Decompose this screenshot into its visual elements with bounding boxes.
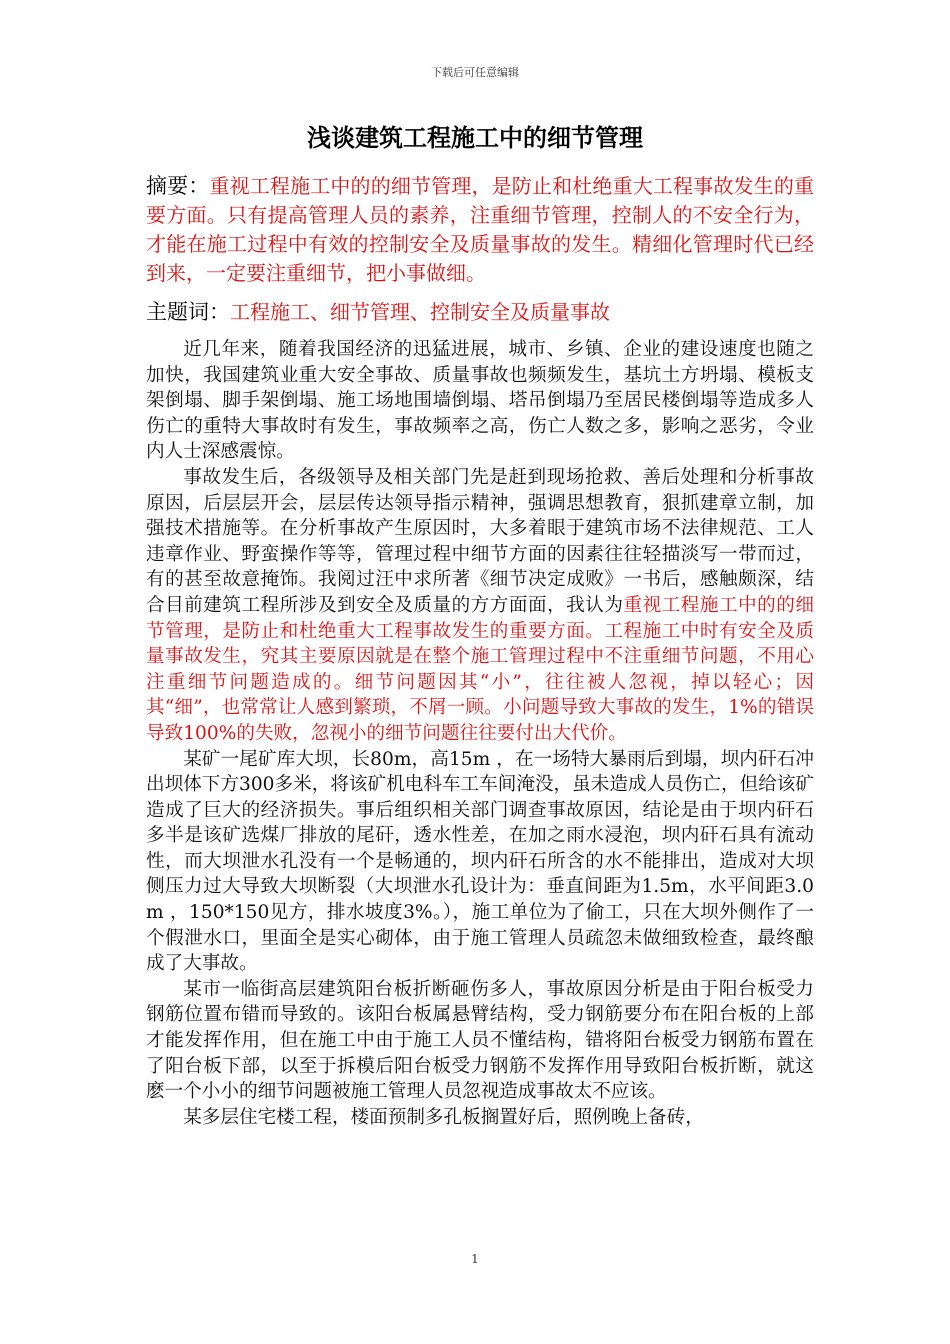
keywords-label: 主题词： — [146, 300, 230, 324]
paragraph-2 — [146, 465, 814, 747]
abstract-label: 摘要： — [146, 174, 210, 198]
paragraph-1: 近几年来，随着我国经济的迅猛进展，城市、乡镇、企业的建设速度也随之加快，我国建筑业重大安全事故、质量事故也频频发生，基坑土方坍塌、模板支架倒塌、脚手架倒塌、施工场地围墙倒塌、塔吊倒塌乃至居民楼倒塌等造成多人伤亡的重特大事故时有发生，事故频率之高，伤亡人数之多，影响之恶劣，令业内人士深感震惊。 — [146, 339, 814, 463]
paragraph-2-highlight: 重视工程施工中的的细节管理，是防止和杜绝重大工程事故发生的重要方面。工程施工中时有安全及质量事故发生，究其主要原因就是在整个施工管理过程中不注重细节问题，不用心注重细节问题造成的。细节问题因其“小”，往往被人忽视，掉以轻心；因其“细”，也常常让人感到繁琐，不屑一顾。小问题导致大事故的发生，1%的错误导致100%的失败，忽视小的细节问题往往要付出大代价。 — [146, 594, 814, 744]
paragraph-5: 某多层住宅楼工程，楼面预制多孔板搁置好后，照例晚上备砖， — [183, 1106, 704, 1128]
header-note: 下载后可任意编辑 — [431, 66, 519, 79]
abstract-text: 重视工程施工中的的细节管理，是防止和杜绝重大工程事故发生的重要方面。只有提高管理人员的素养，注重细节管理，控制人的不安全行为，才能在施工过程中有效的控制安全及质量事故的发生。精细化管理时代已经到来，一定要注重细节，把小事做细。 — [146, 174, 814, 285]
paragraph-2-text: 事故发生后，各级领导及相关部门先是赶到现场抢救、善后处理和分析事故原因，后层层开会，层层传达领导指示精神，强调思想教育，狠抓建章立制，加强技术措施等。在分析事故产生原因时，大多着眼于建筑市场不法律规范、工人违章作业、野蛮操作等等，管理过程中细节方面的因素往往轻描淡写一带而过，有的甚至故意掩饰。我阅过汪中求所著《细节决定成败》一书后，感触颇深，结合目前建筑工程所涉及到安全及质量的方方面面，我认为 — [146, 466, 814, 616]
keywords-text: 工程施工、细节管理、控制安全及质量事故 — [230, 300, 610, 324]
body-text — [146, 337, 814, 1130]
paragraph-3: 某矿一尾矿库大坝，长80m，高15m ，在一场特大暴雨后到塌，坝内矸石冲出坝体下方300多米，将该矿机电科车工车间淹没，虽未造成人员伤亡，但给该矿造成了巨大的经济损失。事后组织相关部门调查事故原因，结论是由于坝内矸石多半是该矿选煤厂排放的尾矸，透水性差，在加之雨水浸泡，坝内矸石具有流动性，而大坝泄水孔没有一个是畅通的，坝内矸石所含的水不能排出，造成对大坝侧压力过大导致大坝断裂（大坝泄水孔设计为：垂直间距为1.5m，水平间距3.0 m ，150*150见方，排水坡度3%。），施工单位为了偷工，只在大坝外侧作了一个假泄水口，里面全是实心砌体，由于施工管理人员疏忽未做细致检查，最终酿成了大事故。 — [146, 748, 814, 975]
page-number: 1 — [471, 1252, 479, 1266]
abstract-section — [146, 172, 814, 288]
keywords-section — [146, 298, 814, 326]
document-title: 浅谈建筑工程施工中的细节管理 — [307, 123, 643, 152]
paragraph-4: 某市一临街高层建筑阳台板折断砸伤多人，事故原因分析是由于阳台板受力钢筋位置布错而导致的。该阳台板属悬臂结构，受力钢筋要分布在阳台板的上部才能发挥作用，但在施工中由于施工人员不懂结构，错将阳台板受力钢筋布置在了阳台板下部，以至于拆模后阳台板受力钢筋不发挥作用导致阳台板折断，就这麽一个小小的细节问题被施工管理人员忽视造成事故太不应该。 — [146, 978, 814, 1103]
